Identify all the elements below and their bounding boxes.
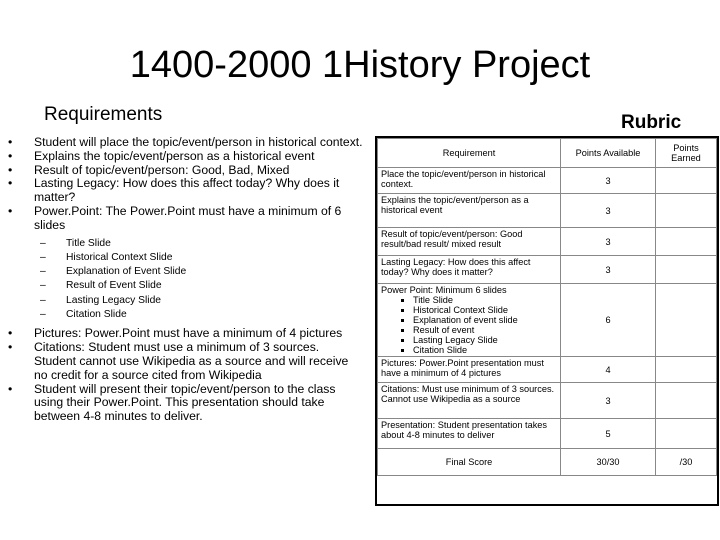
- final-score-available: 30/30: [561, 449, 656, 476]
- column-header: Points Earned: [655, 139, 716, 168]
- sublist-item: – Historical Context Slide: [40, 251, 173, 263]
- points-cell: 5: [561, 419, 656, 449]
- table-header-row: [378, 139, 717, 168]
- list-item: • Power.Point: The Power.Point must have a minimum of 6 slides – Title Slide – Historical Context Slide – Explanation of Event Slide – Result of Event Slide – Lasting Legacy Slide – Citation Slide: [8, 205, 364, 322]
- earned-cell: [655, 284, 716, 357]
- list-item: ▪ Explanation of event slide: [413, 315, 557, 325]
- list-item: • Student will place the topic/event/person in historical context.: [8, 135, 363, 149]
- points-cell: 4: [561, 357, 656, 383]
- points-cell: 3: [561, 256, 656, 284]
- slide-title: 1400-2000 1History Project: [129, 44, 591, 86]
- column-header: Points Available: [561, 139, 656, 168]
- table-row: [378, 357, 717, 383]
- points-cell: 6: [561, 284, 656, 357]
- table-row: [378, 284, 717, 357]
- requirement-cell: Power Point: Minimum 6 slides ▪ Title Slide ▪ Historical Context Slide ▪ Explanation of event slide ▪ Result of event ▪ Lasting Legacy Slide ▪ Citation Slide: [378, 284, 561, 357]
- final-score-earned: /30: [655, 449, 716, 476]
- earned-cell: [655, 256, 716, 284]
- list-item: • Citations: Student must use a minimum of 3 sources. Student cannot use Wikipedia as a source and will receive no credit for a source cited from Wikipedia: [8, 340, 349, 382]
- list-item: ▪ Lasting Legacy Slide: [413, 335, 557, 345]
- list-item: • Pictures: Power.Point must have a minimum of 4 pictures: [8, 326, 343, 341]
- list-item: • Result of topic/event/person: Good, Bad, Mixed: [8, 162, 290, 177]
- table-row: [378, 194, 717, 228]
- table-row: [378, 419, 717, 449]
- earned-cell: [655, 383, 716, 419]
- final-score-label: Final Score: [378, 449, 561, 476]
- sublist-item: – Result of Event Slide: [40, 280, 162, 292]
- earned-cell: [655, 228, 716, 256]
- table-row: [378, 228, 717, 256]
- requirements-list: [8, 136, 364, 424]
- table-row: [378, 256, 717, 284]
- rubric-heading: Rubric: [621, 112, 682, 133]
- list-item: ▪ Citation Slide: [413, 345, 557, 355]
- requirement-cell: Explains the topic/event/person as a historical event: [378, 194, 561, 228]
- rubric-table-frame: [375, 136, 719, 506]
- table-row: [378, 383, 717, 419]
- requirement-cell: Place the topic/event/person in historical context.: [378, 168, 561, 194]
- sublist-item: – Title Slide: [40, 237, 111, 249]
- earned-cell: [655, 194, 716, 228]
- slides-sublist: [34, 237, 364, 323]
- list-item: ▪ Result of event: [413, 325, 557, 335]
- list-item: ▪ Historical Context Slide: [413, 305, 557, 315]
- earned-cell: [655, 357, 716, 383]
- sublist-item: – Citation Slide: [40, 309, 127, 321]
- requirement-cell: Citations: Must use minimum of 3 sources. Cannot use Wikipedia as a source: [378, 383, 561, 419]
- sublist-item: – Lasting Legacy Slide: [40, 294, 162, 306]
- points-cell: 3: [561, 168, 656, 194]
- requirements-heading: Requirements: [44, 104, 163, 125]
- list-item: • Student will present their topic/event/person to the class using their Power.Point. This presentation should take between 4-8 minutes to deliver.: [8, 381, 336, 424]
- rubric-slides-list: [381, 295, 557, 355]
- requirement-cell: Presentation: Student presentation takes about 4-8 minutes to deliver: [378, 419, 561, 449]
- final-score-row: [378, 449, 717, 476]
- list-item: • Explains the topic/event/person as a historical event: [8, 148, 315, 163]
- points-cell: 3: [561, 194, 656, 228]
- requirement-cell: Pictures: Power.Point presentation must have a minimum of 4 pictures: [378, 357, 561, 383]
- requirement-cell: Lasting Legacy: How does this affect today? Why does it matter?: [378, 256, 561, 284]
- earned-cell: [655, 168, 716, 194]
- earned-cell: [655, 419, 716, 449]
- sublist-item: – Explanation of Event Slide: [40, 266, 187, 278]
- list-item: • Lasting Legacy: How does this affect today? Why does it matter?: [8, 176, 340, 205]
- requirement-cell: Result of topic/event/person: Good result/bad result/ mixed result: [378, 228, 561, 256]
- rubric-table: [377, 138, 717, 476]
- points-cell: 3: [561, 228, 656, 256]
- points-cell: 3: [561, 383, 656, 419]
- table-row: [378, 168, 717, 194]
- column-header: Requirement: [378, 139, 561, 168]
- list-item: ▪ Title Slide: [413, 295, 557, 305]
